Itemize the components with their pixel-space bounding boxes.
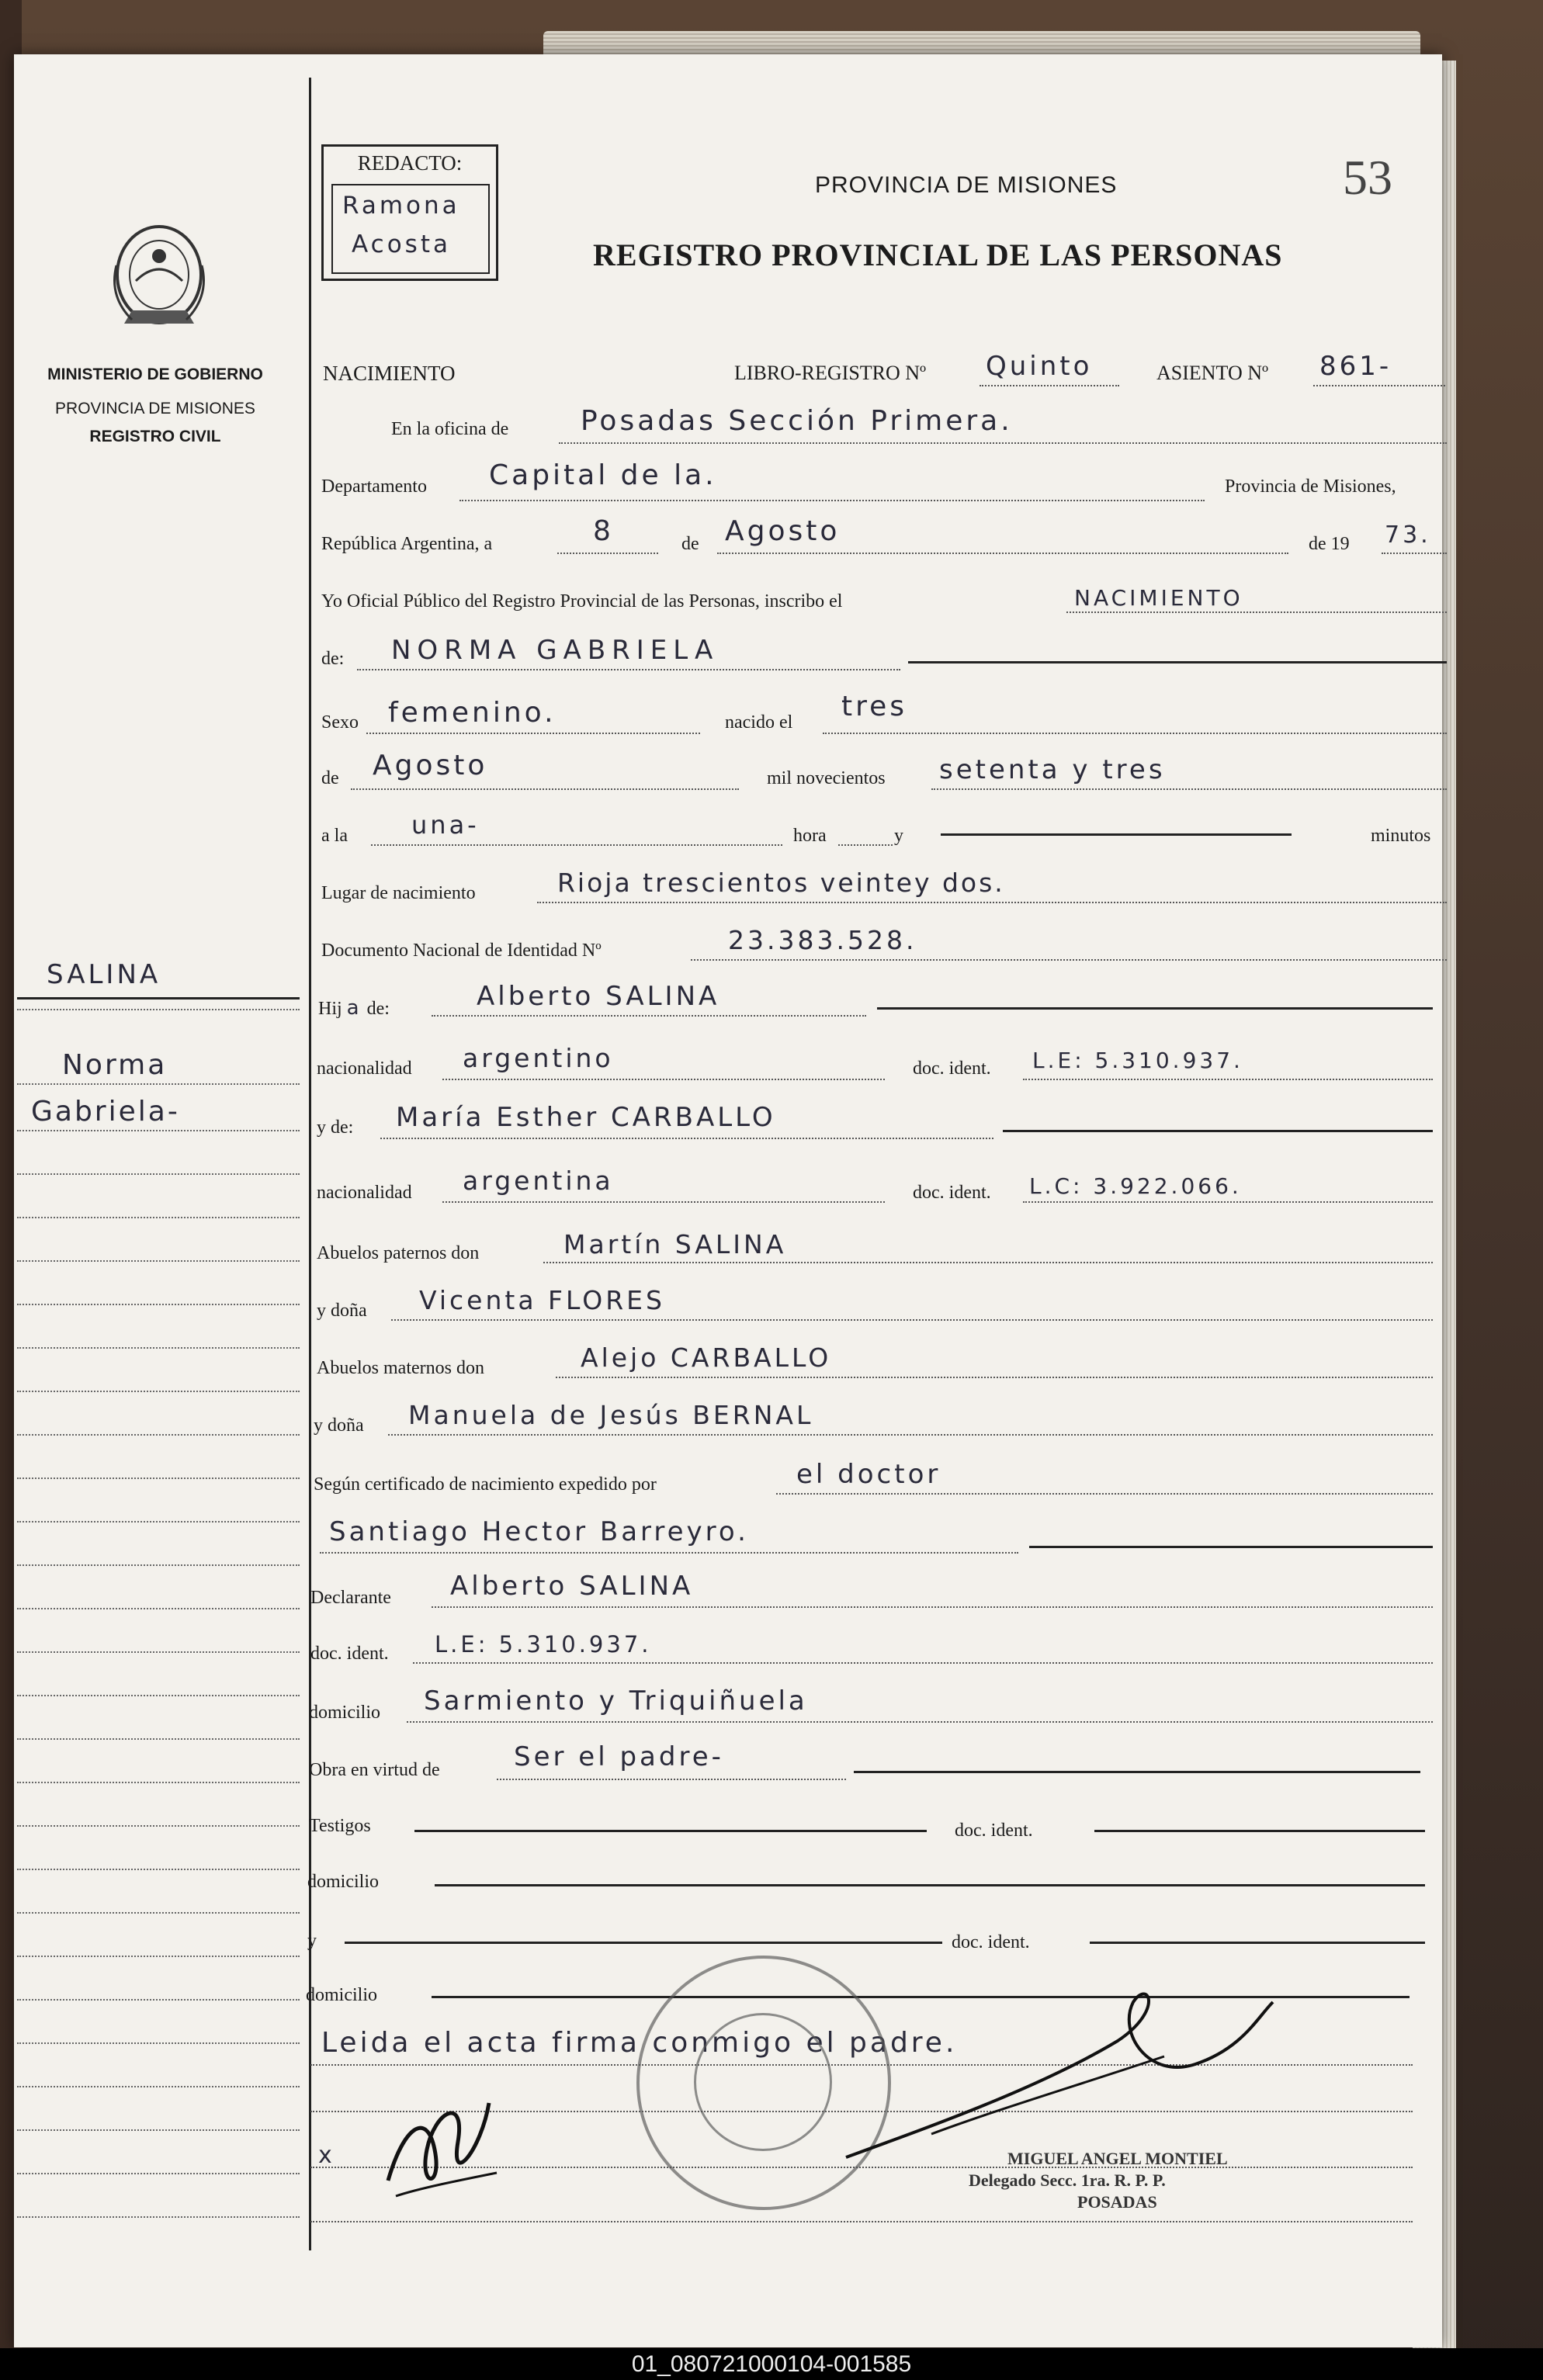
nacido-mes-line xyxy=(351,788,739,790)
am-line xyxy=(556,1377,1433,1378)
doc1-line xyxy=(1023,1079,1433,1080)
sidebar-dotted-line xyxy=(17,1217,300,1218)
ala-label: a la xyxy=(321,826,348,846)
oficina-label: En la oficina de xyxy=(391,419,509,439)
doc1-value: L.E: 5.310.937. xyxy=(1032,1048,1243,1073)
mil-value: setenta y tres xyxy=(939,754,1166,785)
signature-line-3 xyxy=(310,2221,1413,2222)
ap-value: Martín SALINA xyxy=(563,1229,787,1259)
docident-line xyxy=(413,1662,1433,1664)
sidebar-dotted-line xyxy=(17,2216,300,2218)
sidebar-dotted-line xyxy=(17,1304,300,1305)
nacido-line xyxy=(823,733,1447,734)
ydona2-value: Manuela de Jesús BERNAL xyxy=(408,1400,814,1430)
sidebar-dotted-line xyxy=(17,2173,300,2174)
cert-fill-rule xyxy=(1029,1546,1433,1548)
y2-doc-label: doc. ident. xyxy=(952,1932,1030,1952)
testigos-doc-rule xyxy=(1094,1830,1425,1832)
testigos-doc-label: doc. ident. xyxy=(955,1821,1033,1841)
nac2-value: argentina xyxy=(463,1166,614,1196)
dom2-label: domicilio xyxy=(307,1872,379,1892)
sidebar-dotted-line xyxy=(17,1564,300,1566)
sexo-label: Sexo xyxy=(321,712,359,733)
anio-line xyxy=(1382,553,1447,554)
lugar-line xyxy=(537,902,1447,903)
sidebar-dotted-line xyxy=(17,2086,300,2087)
am-label: Abuelos maternos don xyxy=(317,1358,484,1378)
sidebar-dotted-line xyxy=(17,1651,300,1653)
asiento-label: ASIENTO Nº xyxy=(1156,362,1269,384)
asiento-value: 861- xyxy=(1319,351,1392,382)
province-heading: PROVINCIA DE MISIONES xyxy=(815,172,1118,198)
padre-value: Alberto SALINA xyxy=(477,981,720,1012)
sidebar-given-name-2: Gabriela- xyxy=(31,1096,180,1128)
cert-label: Según certificado de nacimiento expedido por xyxy=(314,1474,657,1495)
sidebar-dotted-line xyxy=(17,1009,300,1010)
dni-line xyxy=(691,959,1447,961)
lugar-label: Lugar de nacimiento xyxy=(321,883,476,903)
sidebar-dotted-line xyxy=(17,1173,300,1175)
mes-value: Agosto xyxy=(725,515,841,547)
redacto-name-line-2: Acosta xyxy=(352,230,451,258)
redacto-label: REDACTO: xyxy=(357,151,463,175)
mil-label: mil novecientos xyxy=(767,768,886,788)
ministry-registry: REGISTRO CIVIL xyxy=(89,428,221,445)
hora-value: una- xyxy=(411,810,480,840)
sidebar-rule xyxy=(17,997,300,999)
sidebar-dotted-line xyxy=(17,1738,300,1740)
docident-value: L.E: 5.310.937. xyxy=(435,1631,652,1658)
doc2-line xyxy=(1023,1201,1433,1203)
hora-label: hora xyxy=(793,826,827,846)
republica-label: República Argentina, a xyxy=(321,534,493,554)
hora-gap-line xyxy=(838,844,893,846)
oficial-value: NACIMIENTO xyxy=(1074,585,1243,611)
dni-label: Documento Nacional de Identidad Nº xyxy=(321,941,602,961)
y-label: y xyxy=(894,826,903,846)
sidebar-dotted-line xyxy=(17,2042,300,2044)
sidebar-dotted-line xyxy=(17,1083,300,1085)
ydona1-label: y doña xyxy=(317,1301,367,1321)
domicilio-value: Sarmiento y Triquiñuela xyxy=(424,1685,808,1717)
mil-line xyxy=(931,788,1447,790)
mes-line xyxy=(717,553,1288,554)
redacto-box xyxy=(321,144,498,281)
nombre-fill-rule xyxy=(908,661,1447,663)
sidebar-dotted-line xyxy=(17,1130,300,1131)
ydona1-value: Vicenta FLORES xyxy=(419,1285,665,1315)
dom3-label: domicilio xyxy=(306,1985,377,2005)
madre-value: María Esther CARBALLO xyxy=(396,1102,776,1133)
sidebar-dotted-line xyxy=(17,1521,300,1523)
sidebar-dotted-line xyxy=(17,1478,300,1479)
sidebar-given-name-1: Norma xyxy=(62,1049,168,1081)
nacido-mes-value: Agosto xyxy=(373,750,488,781)
nac2-label: nacionalidad xyxy=(317,1183,412,1203)
obra-fill-rule xyxy=(854,1771,1420,1773)
official-name: MIGUEL ANGEL MONTIEL xyxy=(1007,2149,1228,2168)
margin-rule xyxy=(309,78,311,2250)
cert-value-2: Santiago Hector Barreyro. xyxy=(329,1516,749,1547)
declarant-signature-icon xyxy=(373,2080,512,2204)
ydona2-label: y doña xyxy=(314,1415,364,1436)
sidebar-dotted-line xyxy=(17,1391,300,1392)
obra-label: Obra en virtud de xyxy=(309,1760,440,1780)
domicilio-label: domicilio xyxy=(309,1703,380,1723)
sidebar-dotted-line xyxy=(17,1869,300,1870)
image-id: 01_080721000104-001585 xyxy=(631,2351,912,2377)
nac1-label: nacionalidad xyxy=(317,1058,412,1079)
redacto-name-line-1: Ramona xyxy=(342,192,460,220)
official-signature-icon xyxy=(838,1971,1288,2173)
sidebar-dotted-line xyxy=(17,1434,300,1436)
ap-line xyxy=(543,1262,1433,1263)
nac1-value: argentino xyxy=(463,1043,614,1073)
oficina-line xyxy=(559,442,1447,444)
y2-doc-rule xyxy=(1090,1942,1425,1944)
anio-value: 73. xyxy=(1385,521,1431,549)
cert-line xyxy=(776,1493,1433,1495)
minutos-fill-rule xyxy=(941,833,1292,836)
obra-line xyxy=(497,1779,846,1780)
doc1-label: doc. ident. xyxy=(913,1058,991,1079)
nac2-line xyxy=(442,1201,885,1203)
folio-number: 53 xyxy=(1343,150,1392,205)
cert-value: el doctor xyxy=(796,1459,941,1490)
de-label: de xyxy=(681,534,699,554)
minutos-label: minutos xyxy=(1371,826,1431,846)
registry-title: REGISTRO PROVINCIAL DE LAS PERSONAS xyxy=(593,237,1283,272)
sidebar-dotted-line xyxy=(17,1260,300,1262)
stamp-inner-ring xyxy=(694,2013,832,2151)
provincia-label: Provincia de Misiones, xyxy=(1225,476,1396,497)
sidebar-dotted-line xyxy=(17,1347,300,1349)
signature-x-mark: x xyxy=(318,2142,335,2169)
redacto-name-box xyxy=(331,184,490,274)
hija-label: Hij a de: xyxy=(318,996,390,1020)
dom2-rule xyxy=(435,1884,1425,1886)
declarante-label: Declarante xyxy=(310,1588,391,1608)
hora-line xyxy=(371,844,782,846)
am-value: Alejo CARBALLO xyxy=(581,1342,832,1373)
departamento-value: Capital de la. xyxy=(489,459,717,491)
dia-value: 8 xyxy=(593,515,614,547)
libro-label: LIBRO-REGISTRO Nº xyxy=(734,362,927,384)
declarante-line xyxy=(432,1606,1433,1608)
nacido-label: nacido el xyxy=(725,712,793,733)
madre-fill-rule xyxy=(1003,1130,1433,1132)
ministry-province: PROVINCIA DE MISIONES xyxy=(55,400,255,417)
dia-line xyxy=(557,553,658,554)
sexo-line xyxy=(366,733,700,734)
anio-label: de 19 xyxy=(1309,534,1350,554)
ap-label: Abuelos paternos don xyxy=(317,1243,480,1263)
sidebar-dotted-line xyxy=(17,1825,300,1827)
departamento-line xyxy=(459,500,1205,501)
lugar-value: Rioja trescientos veintey dos. xyxy=(557,868,1005,898)
record-type: NACIMIENTO xyxy=(323,362,456,385)
nombre-line xyxy=(357,669,900,670)
padre-fill-rule xyxy=(877,1007,1433,1010)
y2-label: y xyxy=(307,1931,317,1951)
official-signature-block xyxy=(969,2148,1228,2213)
declarante-value: Alberto SALINA xyxy=(450,1571,694,1602)
doc2-label: doc. ident. xyxy=(913,1183,991,1203)
nac1-line xyxy=(442,1079,885,1080)
ydona2-line xyxy=(388,1434,1433,1436)
sidebar-dotted-line xyxy=(17,1956,300,1957)
sidebar-dotted-line xyxy=(17,1608,300,1609)
official-city: POSADAS xyxy=(1077,2192,1157,2212)
ministry-heading: MINISTERIO DE GOBIERNO xyxy=(47,365,263,383)
nacido-value: tres xyxy=(841,691,908,722)
sidebar-dotted-line xyxy=(17,2129,300,2131)
de2-label: de xyxy=(321,768,339,788)
ydona1-line xyxy=(391,1319,1433,1321)
official-role: Delegado Secc. 1ra. R. P. P. xyxy=(969,2170,1166,2190)
yde-label: y de: xyxy=(317,1117,354,1138)
dni-value: 23.383.528. xyxy=(728,925,917,955)
oficina-value: Posadas Sección Primera. xyxy=(581,405,1013,437)
padre-line xyxy=(432,1015,866,1017)
nombre-value: NORMA GABRIELA xyxy=(391,635,719,666)
doc2-value: L.C: 3.922.066. xyxy=(1029,1173,1242,1199)
obra-value: Ser el padre- xyxy=(514,1741,724,1772)
nombre-label: de: xyxy=(321,649,345,669)
sidebar-surname: SALINA xyxy=(47,959,161,990)
libro-value: Quinto xyxy=(986,351,1093,382)
sidebar-dotted-line xyxy=(17,1912,300,1914)
sidebar-dotted-line xyxy=(17,1782,300,1783)
testigos-label: Testigos xyxy=(309,1816,371,1836)
madre-line xyxy=(380,1138,993,1139)
asiento-line xyxy=(1313,385,1445,386)
leida-text: Leida el acta firma conmigo el padre. xyxy=(321,2027,958,2059)
sidebar-dotted-line xyxy=(17,1695,300,1696)
libro-line xyxy=(980,385,1119,386)
domicilio-line xyxy=(407,1721,1433,1723)
cert-line-2 xyxy=(320,1552,1018,1554)
oficial-text: Yo Oficial Público del Registro Provincial de las Personas, inscribo el xyxy=(321,591,843,611)
y2-rule xyxy=(345,1942,942,1944)
sexo-value: femenino. xyxy=(388,697,557,729)
sidebar-dotted-line xyxy=(17,1999,300,2001)
misiones-coat-of-arms-icon xyxy=(101,219,217,343)
testigos-rule xyxy=(414,1830,927,1832)
docident-label: doc. ident. xyxy=(310,1644,389,1664)
departamento-label: Departamento xyxy=(321,476,427,497)
oficial-line xyxy=(1066,611,1447,613)
